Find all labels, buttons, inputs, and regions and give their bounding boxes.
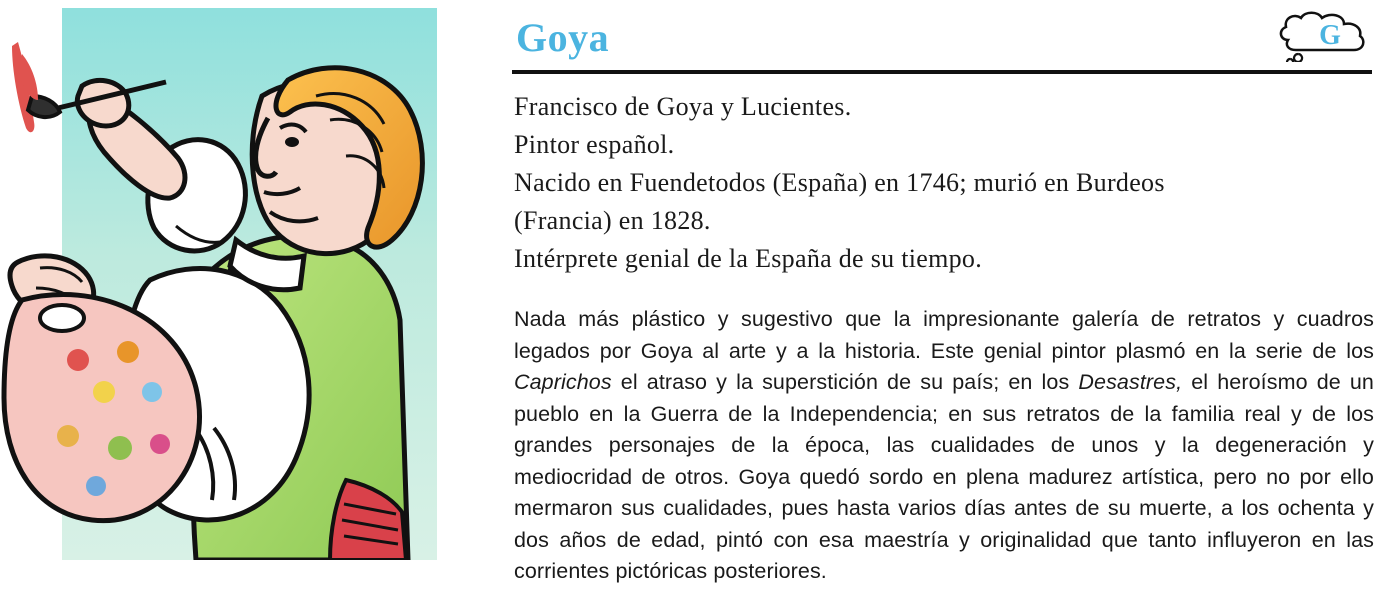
body-italic-desastres: Desastres, [1078,370,1183,394]
painter-illustration [0,0,443,577]
lead-line-2: Pintor español. [514,130,675,159]
header-rule [512,70,1372,74]
lead-line-3: Nacido en Fuendetodos (España) en 1746; murió en Burdeos [514,168,1165,197]
body-part-3: el heroísmo de un pueblo en la Guerra de la Independencia; en sus retratos de la familia real y de los grandes personajes de la época, las cualidades de unos y la degeneración y mediocridad de otros. Goya quedó sordo en plena madurez artística, pero no por ello mermaron sus cualidades, pues hasta varios días antes de su muerte, a los ochenta y dos años de edad, pintó con esa maestría y originalidad que tanto influyeron en las corrientes pictóricas posteriores. [514,370,1374,583]
body-part-1: Nada más plástico y sugestivo que la impresionante galería de retratos y cuadros legados por Goya al arte y a la historia. Este genial pintor plasmó en la serie de los [514,307,1374,363]
lead-line-4: (Francia) en 1828. [514,206,711,235]
page-title: Goya [516,15,610,60]
body-italic-caprichos: Caprichos [514,370,612,394]
lead-paragraph [514,88,1372,278]
title-row [508,8,1372,66]
article-column [508,8,1372,598]
letter-badge [1276,10,1372,62]
painter-illustration-svg [0,0,443,577]
body-paragraph [514,304,1374,588]
body-part-2: el atraso y la superstición de su país; en los [611,370,1079,394]
letter-badge-text: G [1319,20,1341,51]
lead-line-5: Intérprete genial de la España de su tiempo. [514,244,983,273]
lead-line-1: Francisco de Goya y Lucientes. [514,92,852,121]
